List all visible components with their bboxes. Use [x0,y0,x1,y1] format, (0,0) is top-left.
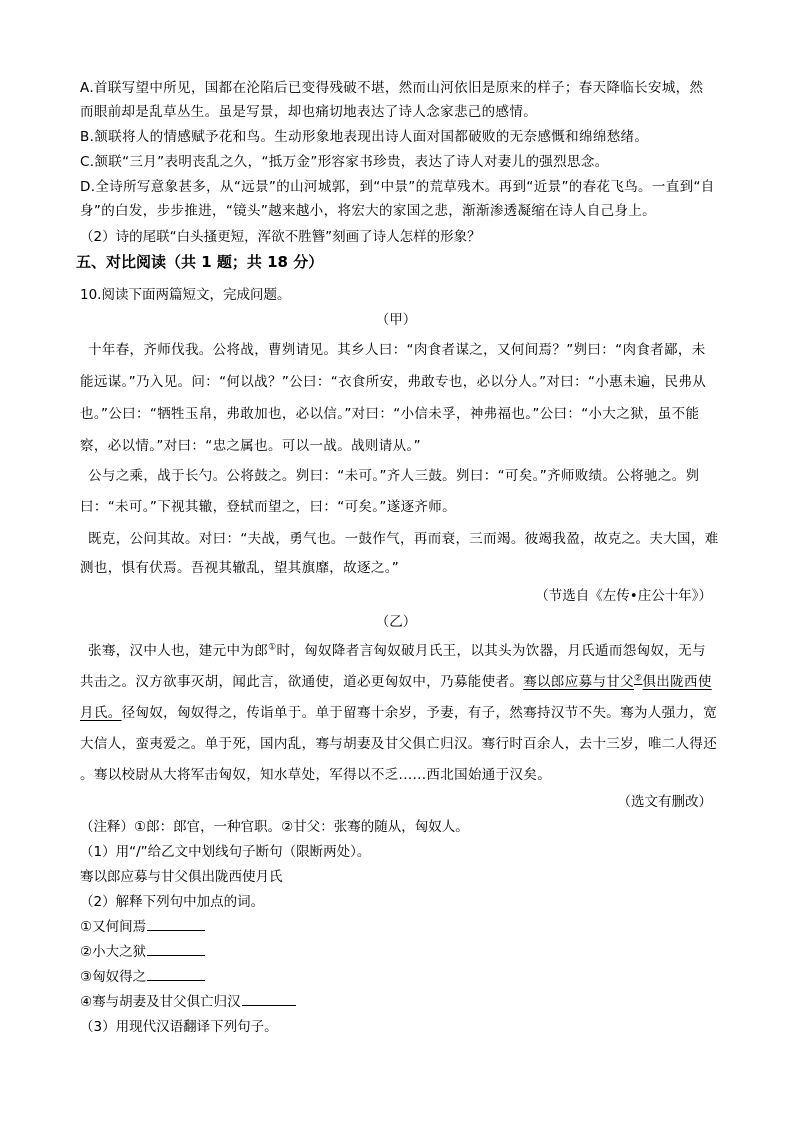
yi-line1-text-a: 张骞，汉中人也，建元中为郎 [88,643,269,659]
q2-item-1 [80,917,720,937]
yi-line3 [80,703,720,723]
yi-line4: 大信人，蛮夷爱之。单于死，国内乱，骞与胡妻及甘父俱亡归汉。骞行时百余人，去十三岁，唯二人得还 [80,736,718,752]
answer-blank-1[interactable] [147,917,205,931]
yi-line1 [88,641,728,661]
q2-item-1-text: ①又何间焉 [80,919,147,935]
note-marker-1: ① [268,642,277,653]
option-d-line2: 身”的白发，步步推进，“镜头”越来越小，将宏大的家国之悲，渐渐渗透凝缩在诗人自己身上。 [80,203,657,219]
question-2: （2）解释下列句中加点的词。 [80,894,265,910]
jia-source: （节选自《左传•庄公十年》） [535,588,712,604]
option-a-line1: A.首联写望中所见，国都在沦陷后已变得残破不堪，然而山河依旧是原来的样子；春天降临长安城，然 [80,80,704,96]
option-b: B.颔联将人的情感赋予花和鸟。生动形象地表现出诗人面对国都破败的无奈感慨和绵绵愁绪。 [80,129,649,145]
jia-p3-line1: 既克，公问其故。对曰：“夫战，勇气也。一鼓作气，再而衰，三而竭。彼竭我盈，故克之。夫大国，难 [88,531,719,547]
jia-p3-line2: 测也，惧有伏焉。吾视其辙乱，望其旗靡，故逐之。” [80,560,400,576]
option-d-line1: D.全诗所写意象甚多，从“远景”的山河城郭，到“中景”的荒草残木。再到“近景”的春花飞鸟。一直到“自 [80,179,715,195]
underlined-sentence-part2: 俱出陇西使 [642,674,712,690]
jia-p1-line1: 十年春，齐师伐我。公将战，曹刿请见。其乡人曰：“肉食者谋之，又何间焉？”刿曰：“肉食者鄙，未 [88,342,706,358]
option-c: C.颔联“三月”表明丧乱之久，“抵万金”形容家书珍贵，表达了诗人对妻儿的强烈思念。 [80,154,609,170]
section-heading: 五、对比阅读（共 1 题；共 18 分） [76,253,324,271]
q2-item-2-text: ②小大之狱 [80,944,147,960]
poem-question-2: （2）诗的尾联“白头搔更短，浑欲不胜簪”刻画了诗人怎样的形象？ [80,229,481,245]
yi-line5: 。骞以校尉从大将军击匈奴，知水草处，军得以不乏......西北国始通于汉矣。 [80,767,552,783]
q2-item-3-text: ③匈奴得之 [80,969,147,985]
jia-p1-line2: 能远谋。”乃入见。问：“何以战？”公曰：“衣食所安，弗敢专也，必以分人。”对曰：“小惠未遍，民弗从 [80,374,707,390]
annotations: （注释）①郎：郎官，一种官职。②甘父：张骞的随从，匈奴人。 [80,819,469,835]
q2-item-3 [80,967,720,987]
question-3: （3）用现代汉语翻译下列句子。 [80,1019,278,1035]
answer-blank-2[interactable] [147,942,205,956]
q2-item-2 [80,942,720,962]
underlined-sentence-part1: 骞以郎应募与甘父 [523,674,635,690]
q10-intro: 10.阅读下面两篇短文，完成问题。 [80,287,291,303]
answer-blank-3[interactable] [147,967,205,981]
question-1-sentence: 骞以郎应募与甘父俱出陇西使月氏 [80,869,283,885]
yi-line2-text-a: 共击之。汉方欲事灭胡，闻此言，欲通使，道必更匈奴中，乃募能使者。 [80,674,524,690]
q2-item-4 [80,992,720,1012]
q2-item-4-text: ④骞与胡妻及甘父俱亡归汉 [80,994,241,1010]
passage-yi-label: （乙） [375,614,417,630]
yi-source: （选文有删改） [617,794,712,810]
jia-p1-line3: 也。”公曰：“牺牲玉帛，弗敢加也，必以信。”对曰：“小信未孚，神弗福也。”公曰：“小大之狱，虽不能 [80,406,700,422]
jia-p2-line2: 曰：“未可。”下视其辙，登轼而望之，曰：“可矣。”遂逐齐师。 [80,499,456,515]
yi-line2 [80,672,720,692]
jia-p1-line4: 察，必以情。”对曰：“忠之属也。可以一战。战则请从。” [80,438,421,454]
option-a-line2: 而眼前却是乱草丛生。虽是写景，却也痛切地表达了诗人念家悲己的感情。 [80,104,538,120]
underlined-sentence-part3: 月氏。 [80,705,122,721]
yi-line3-text-b: 径匈奴，匈奴得之，传诣单于。单于留骞十余岁，予妻，有子，然骞持汉节不失。骞为人强力，宽 [121,705,718,721]
answer-blank-4[interactable] [242,992,296,1006]
passage-jia-label: （甲） [375,312,417,328]
question-1: （1）用“/”给乙文中划线句子断句（限断两处）。 [80,844,371,860]
yi-line1-text-b: 时，匈奴降者言匈奴破月氏王，以其头为饮器，月氏遁而怨匈奴，无与 [276,643,706,659]
jia-p2-line1: 公与之乘，战于长勺。公将鼓之。刿曰：“未可。”齐人三鼓。刿曰：“可矣。”齐师败绩。公将驰之。刿 [88,468,700,484]
note-marker-2: ② [634,673,643,684]
